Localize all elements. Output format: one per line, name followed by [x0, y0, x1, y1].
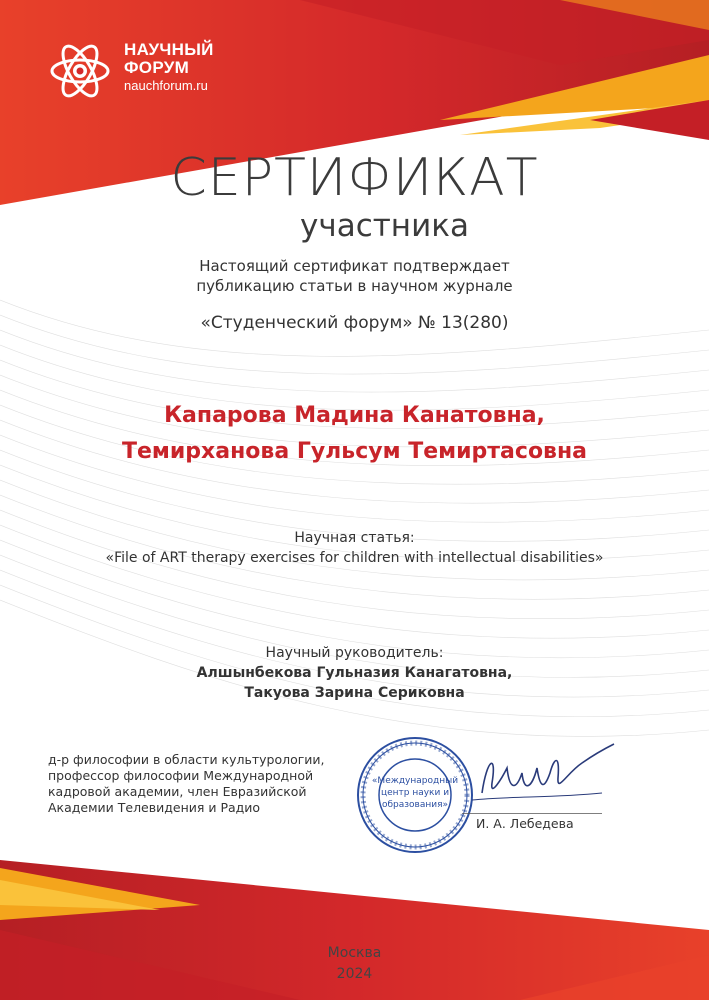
- stamp-line: образования»: [381, 800, 449, 810]
- credentials-line: кадровой академии, член Евразийской: [48, 784, 307, 799]
- article-title: «File of ART therapy exercises for children with intellectual disabilities»: [105, 550, 604, 566]
- stamp-line: центр науки и: [380, 788, 450, 798]
- atom-logo-icon: [46, 38, 116, 104]
- author-name: Капарова Мадина Канатовна,: [164, 403, 545, 428]
- journal-name: «Студенческий форум» № 13(280): [200, 313, 509, 333]
- logo-name-line2: ФОРУМ: [124, 58, 190, 77]
- footer-year: 2024: [336, 966, 373, 982]
- article-label: Научная статья:: [294, 530, 415, 546]
- footer-city: Москва: [327, 945, 382, 961]
- credentials-line: Академии Телевидения и Радио: [48, 800, 261, 815]
- signatory-credentials: [48, 752, 368, 816]
- supervisor-block: [0, 643, 709, 703]
- credentials-line: профессор философии Международной: [48, 768, 314, 783]
- certificate-title: СЕРТИФИКАТ: [170, 148, 539, 208]
- supervisor-name: Такуова Зарина Сериковна: [244, 685, 465, 701]
- supervisor-name: Алшынбекова Гульназия Канагатовна,: [196, 665, 513, 681]
- signature-line: [462, 812, 602, 815]
- confirmation-line-2: публикацию статьи в научном журнале: [196, 277, 513, 295]
- certificate-subtitle: участника: [300, 208, 469, 244]
- authors: [0, 398, 709, 470]
- confirmation-line-1: Настоящий сертификат подтверждает: [199, 257, 510, 275]
- author-name: Темирханова Гульсум Темиртасовна: [121, 439, 588, 464]
- logo-site: nauchforum.ru: [124, 78, 208, 93]
- logo[interactable]: [46, 38, 246, 108]
- supervisor-label: Научный руководитель:: [265, 645, 444, 661]
- signatory-name: И. А. Лебедева: [476, 816, 574, 831]
- logo-text: [124, 41, 214, 95]
- logo-name-line1: НАУЧНЫЙ: [124, 40, 214, 59]
- official-stamp-icon: [355, 735, 475, 855]
- footer: [0, 943, 709, 985]
- article-block: [0, 528, 709, 568]
- credentials-line: д-р философии в области культурологии,: [48, 752, 325, 767]
- stamp-line: «Международный: [371, 776, 459, 786]
- confirmation-text: [0, 256, 709, 296]
- signature-icon: [462, 738, 622, 818]
